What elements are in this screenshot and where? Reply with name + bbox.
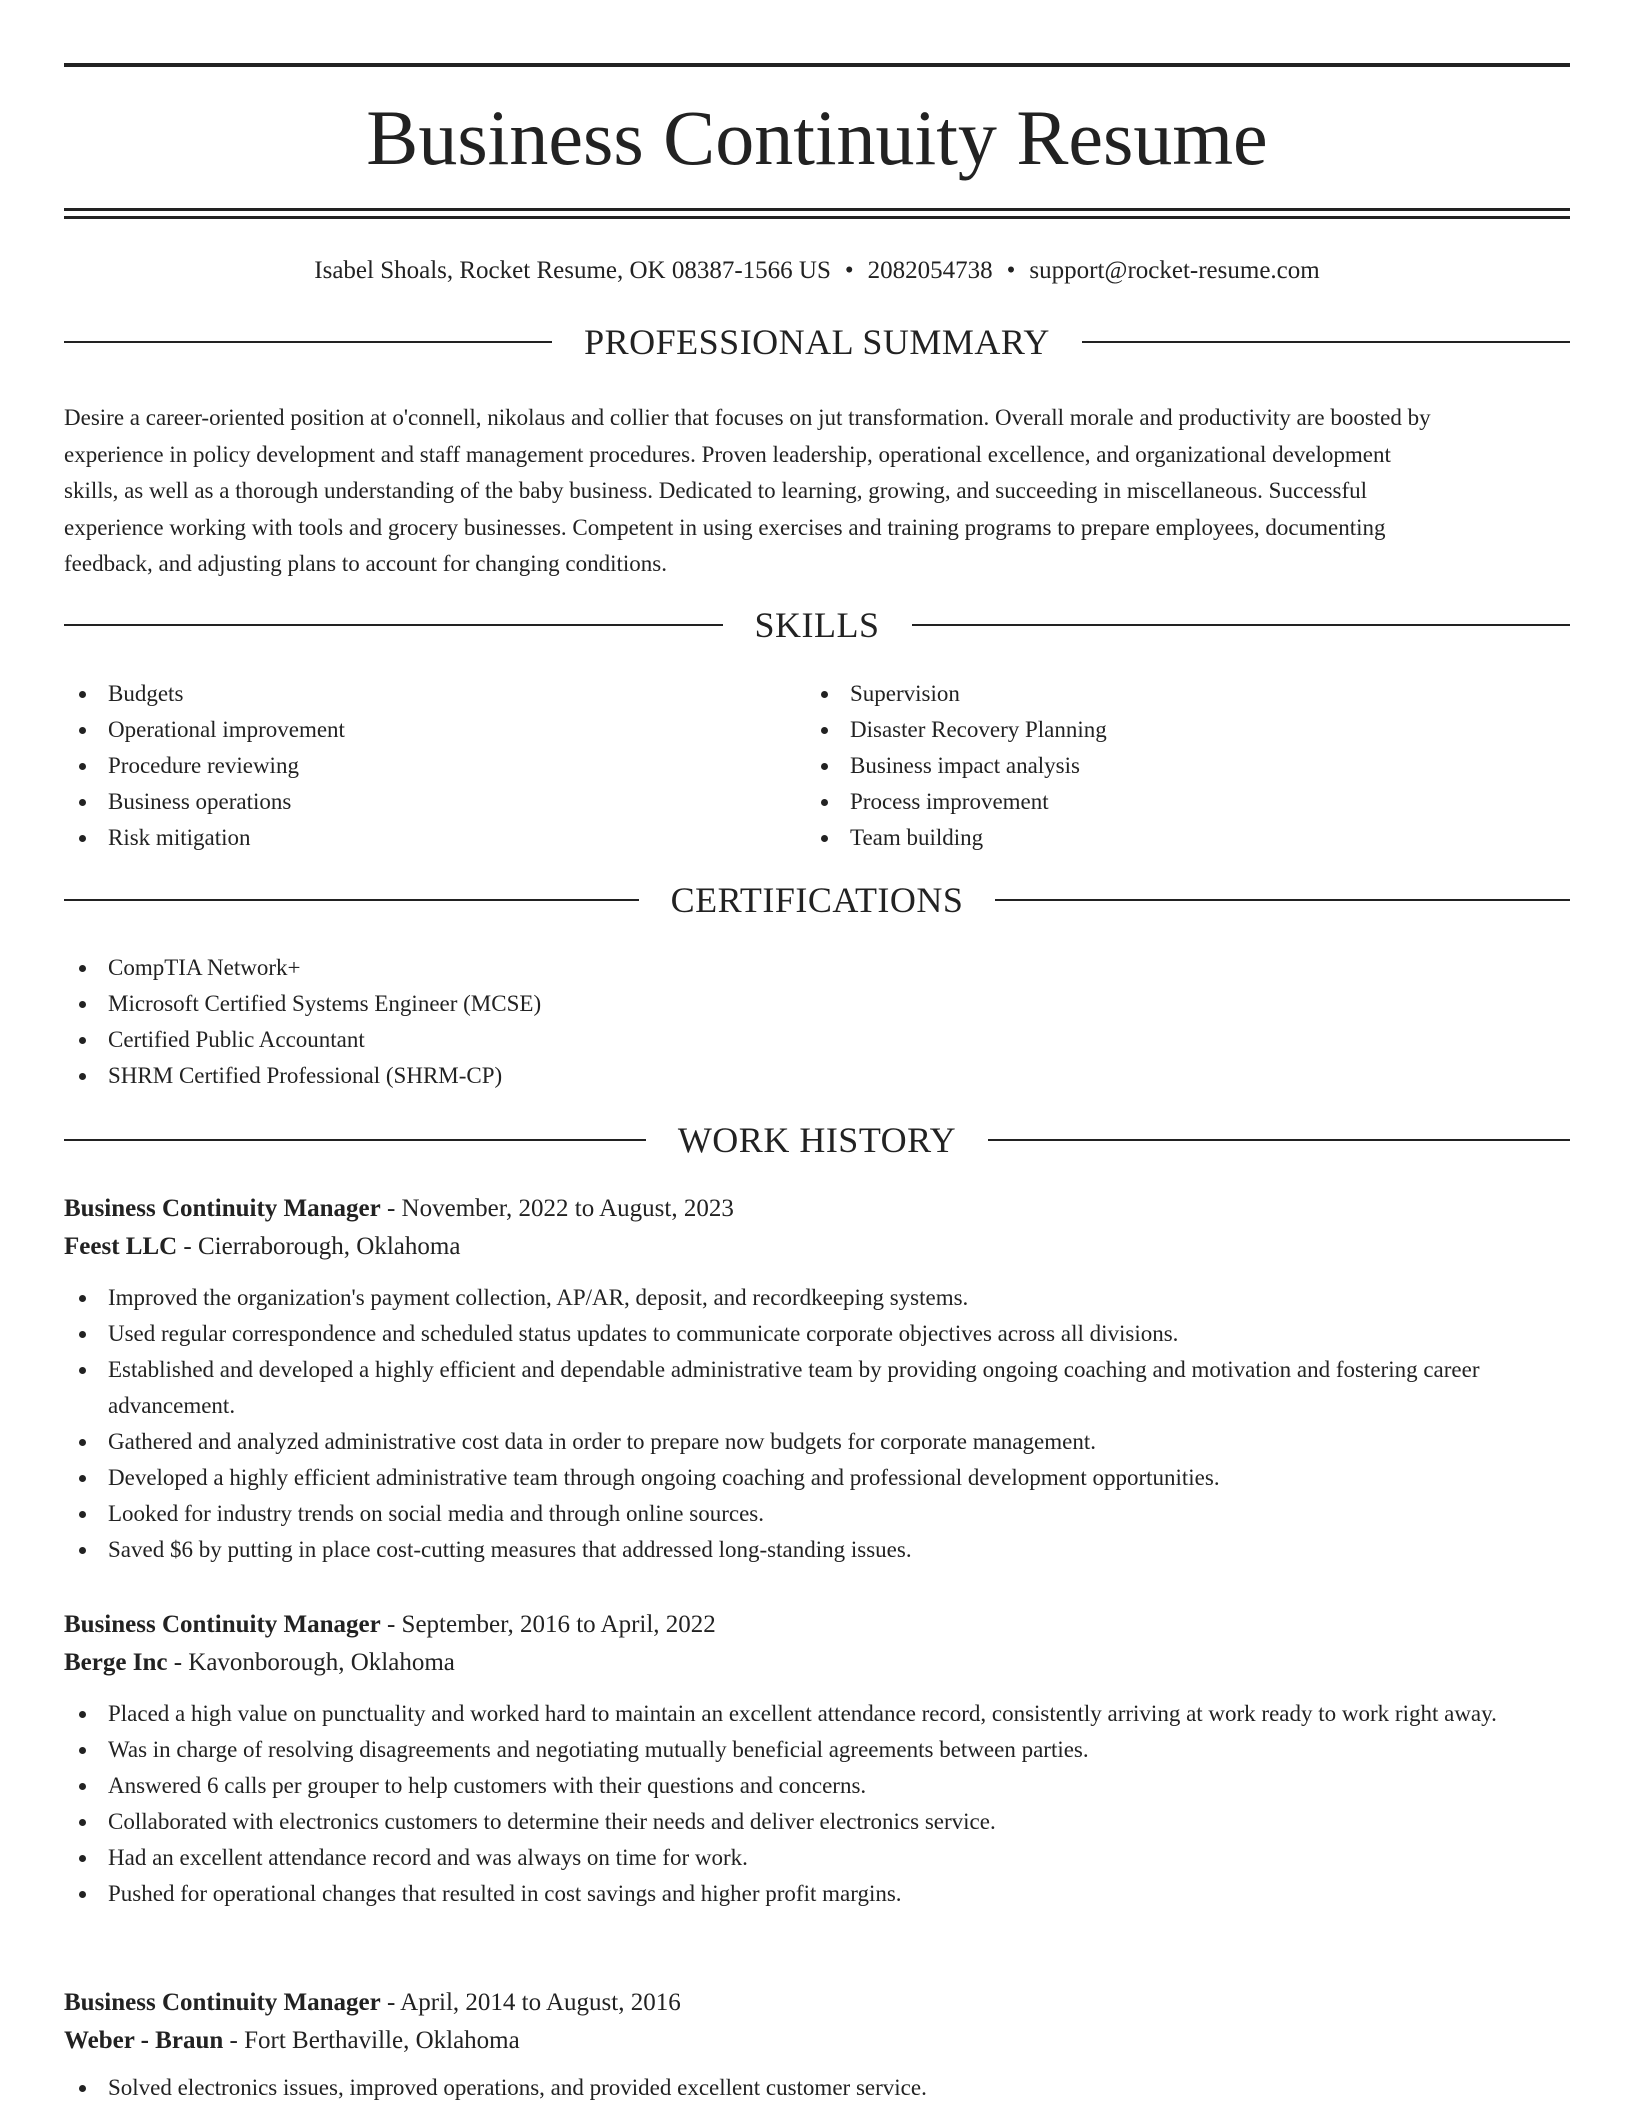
certification-item: CompTIA Network+ bbox=[64, 950, 1570, 986]
summary-line: experience working with tools and grocery businesses. Competent in using exercises and training programs to prepare employees, documenting bbox=[64, 514, 1386, 540]
job-bullet: Answered 6 calls per grouper to help customers with their questions and concerns. bbox=[64, 1768, 1570, 1804]
contact-line bbox=[64, 255, 1570, 287]
skill-item: Supervision bbox=[806, 676, 1546, 712]
job-bullets bbox=[64, 2070, 1570, 2106]
skill-item: Disaster Recovery Planning bbox=[806, 712, 1546, 748]
job-entry bbox=[64, 1984, 1570, 2106]
job-bullet: Gathered and analyzed administrative cost data in order to prepare now budgets for corporate management. bbox=[64, 1424, 1570, 1460]
certifications-list bbox=[64, 950, 1570, 1094]
job-bullet: Pushed for operational changes that resulted in cost savings and higher profit margins. bbox=[64, 1876, 1570, 1912]
heading-rule-left bbox=[64, 624, 723, 626]
job-bullet: Was in charge of resolving disagreements and negotiating mutually beneficial agreements between parties. bbox=[64, 1732, 1570, 1768]
heading-rule-right bbox=[995, 899, 1570, 901]
skill-item: Team building bbox=[806, 820, 1546, 856]
job-entry bbox=[64, 1606, 1570, 1912]
contact-separator: • bbox=[1006, 257, 1016, 284]
summary-heading-label: PROFESSIONAL SUMMARY bbox=[584, 322, 1050, 362]
skills-list-left bbox=[64, 676, 804, 856]
certification-item: Microsoft Certified Systems Engineer (MCSE) bbox=[64, 986, 1570, 1022]
job-title: Business Continuity Manager bbox=[64, 1611, 381, 1638]
heading-rule-right bbox=[912, 624, 1571, 626]
contact-address: Isabel Shoals, Rocket Resume, OK 08387-1566 US bbox=[314, 257, 831, 284]
heading-rule-left bbox=[64, 341, 552, 343]
heading-rule-right bbox=[988, 1139, 1570, 1141]
skill-item: Process improvement bbox=[806, 784, 1546, 820]
heading-rule-left bbox=[64, 1139, 646, 1141]
skill-item: Business operations bbox=[64, 784, 804, 820]
skill-item: Procedure reviewing bbox=[64, 748, 804, 784]
job-company: Weber - Braun bbox=[64, 2027, 224, 2054]
job-company: Berge Inc bbox=[64, 1649, 168, 1676]
contact-phone: 2082054738 bbox=[867, 257, 993, 284]
heading-rule-right bbox=[1082, 341, 1570, 343]
job-title-line bbox=[64, 1190, 1570, 1228]
work-heading-label: WORK HISTORY bbox=[677, 1120, 957, 1160]
job-bullet: Looked for industry trends on social media and through online sources. bbox=[64, 1496, 1570, 1532]
job-bullet: Had an excellent attendance record and was always on time for work. bbox=[64, 1840, 1570, 1876]
job-dates: - April, 2014 to August, 2016 bbox=[380, 1989, 681, 2016]
job-company-line bbox=[64, 1644, 1570, 1682]
skill-item: Operational improvement bbox=[64, 712, 804, 748]
job-title-line bbox=[64, 1606, 1570, 1644]
skills-list-right bbox=[806, 676, 1546, 856]
job-bullet: Used regular correspondence and scheduled status updates to communicate corporate objectives across all divisions. bbox=[64, 1316, 1570, 1352]
title-rule-upper bbox=[64, 208, 1570, 211]
summary-line: Desire a career-oriented position at o'connell, nikolaus and collier that focuses on jut transformation. Overall morale and productivity are boosted by bbox=[64, 405, 1431, 430]
skills-heading-label: SKILLS bbox=[754, 605, 880, 645]
summary-line: feedback, and adjusting plans to account for changing conditions. bbox=[64, 551, 667, 576]
job-company-line bbox=[64, 2022, 1570, 2060]
contact-separator: • bbox=[844, 257, 854, 284]
summary-line: skills, as well as a thorough understanding of the baby business. Dedicated to learning, growing, and succeeding in miscellaneous. Successful bbox=[64, 478, 1368, 503]
certifications-heading-label: CERTIFICATIONS bbox=[670, 880, 964, 920]
summary-heading bbox=[64, 322, 1570, 362]
job-location: - Kavonborough, Oklahoma bbox=[167, 1649, 455, 1676]
job-dates: - November, 2022 to August, 2023 bbox=[380, 1195, 734, 1222]
job-company-line bbox=[64, 1228, 1570, 1266]
job-dates: - September, 2016 to April, 2022 bbox=[380, 1611, 716, 1638]
summary-paragraph bbox=[64, 400, 1570, 583]
job-bullet: Developed a highly efficient administrative team through ongoing coaching and professional development opportunities. bbox=[64, 1460, 1570, 1496]
job-bullet: Saved $6 by putting in place cost-cutting measures that addressed long-standing issues. bbox=[64, 1532, 1570, 1568]
certification-item: SHRM Certified Professional (SHRM-CP) bbox=[64, 1058, 1570, 1094]
job-bullets bbox=[64, 1280, 1570, 1568]
skills-heading bbox=[64, 605, 1570, 645]
certifications-heading bbox=[64, 880, 1570, 920]
job-title: Business Continuity Manager bbox=[64, 1195, 381, 1222]
job-entry bbox=[64, 1190, 1570, 1568]
contact-email: support@rocket-resume.com bbox=[1029, 257, 1320, 284]
job-bullets bbox=[64, 1696, 1570, 1912]
title-rule-lower bbox=[64, 216, 1570, 219]
job-title: Business Continuity Manager bbox=[64, 1989, 381, 2016]
job-location: - Cierraborough, Oklahoma bbox=[177, 1233, 461, 1260]
work-heading bbox=[64, 1120, 1570, 1160]
resume-title: Business Continuity Resume bbox=[366, 94, 1268, 181]
job-bullet: Improved the organization's payment collection, AP/AR, deposit, and recordkeeping systems. bbox=[64, 1280, 1570, 1316]
job-location: - Fort Berthaville, Oklahoma bbox=[223, 2027, 520, 2054]
job-company: Feest LLC bbox=[64, 1233, 178, 1260]
job-bullet: Collaborated with electronics customers to determine their needs and deliver electronics service. bbox=[64, 1804, 1570, 1840]
top-rule bbox=[64, 63, 1570, 67]
job-bullet: Placed a high value on punctuality and worked hard to maintain an excellent attendance record, consistently arriving at work ready to work right away. bbox=[64, 1696, 1570, 1732]
job-bullet: Solved electronics issues, improved operations, and provided excellent customer service. bbox=[64, 2070, 1570, 2106]
job-bullet: Established and developed a highly efficient and dependable administrative team by providing ongoing coaching and motivation and fostering career advancement. bbox=[64, 1352, 1570, 1424]
job-title-line bbox=[64, 1984, 1570, 2022]
skill-item: Business impact analysis bbox=[806, 748, 1546, 784]
certification-item: Certified Public Accountant bbox=[64, 1022, 1570, 1058]
summary-line: experience in policy development and staff management procedures. Proven leadership, operational excellence, and organizational development bbox=[64, 441, 1391, 467]
skill-item: Risk mitigation bbox=[64, 820, 804, 856]
skill-item: Budgets bbox=[64, 676, 804, 712]
heading-rule-left bbox=[64, 899, 639, 901]
